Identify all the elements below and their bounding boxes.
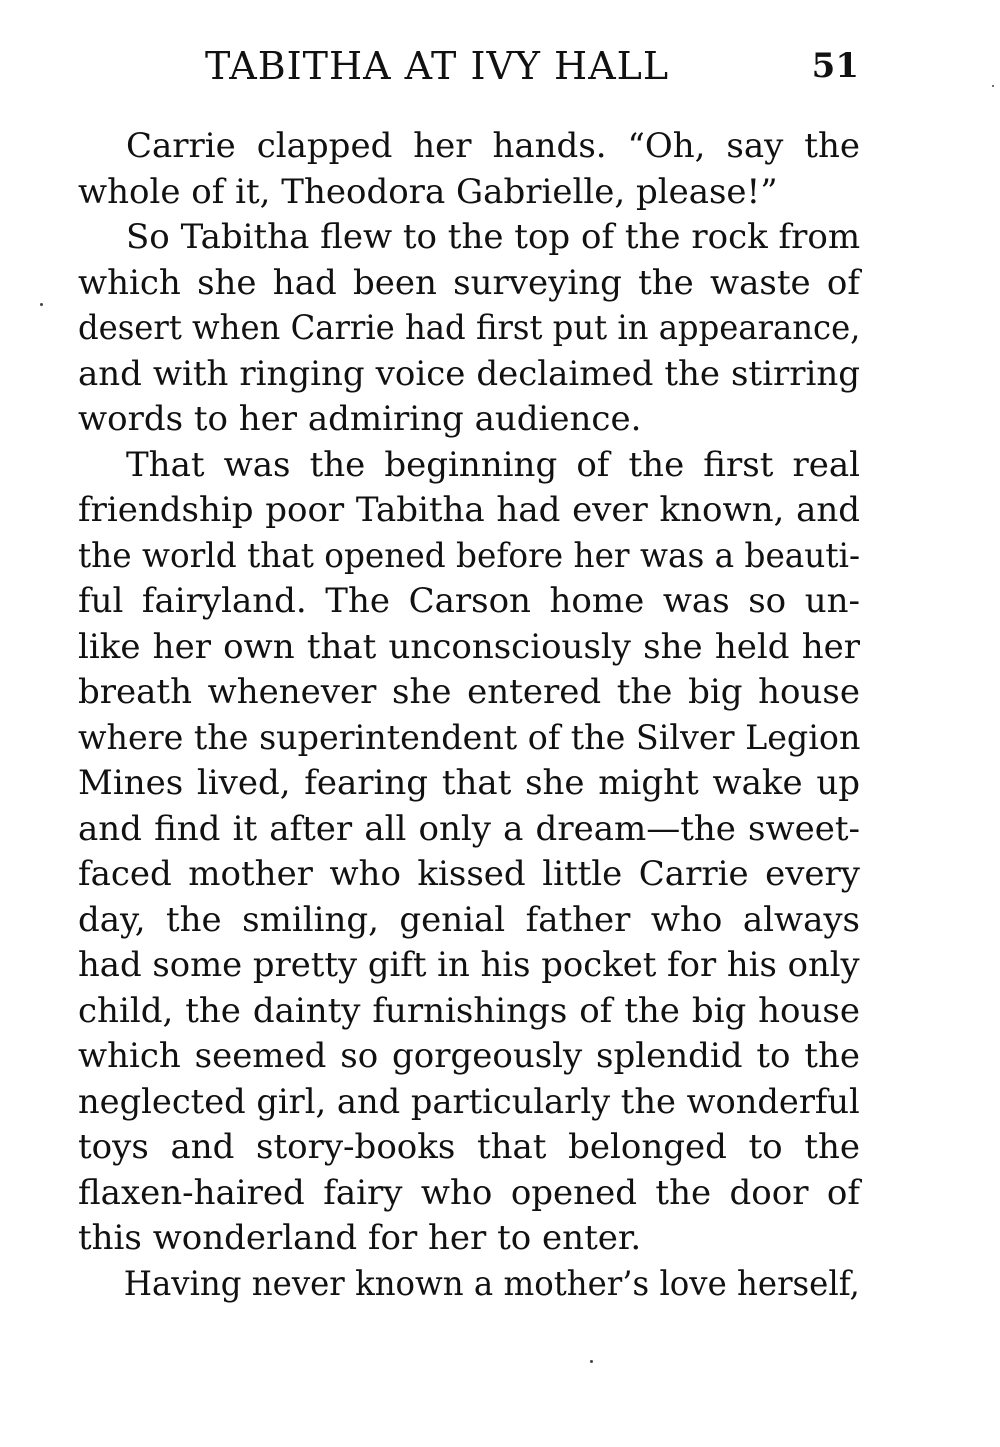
text-line: faced mother who kissed little Carrie every <box>78 854 860 894</box>
text-line: Mines lived, fearing that she might wake up <box>78 763 860 803</box>
text-line: breath whenever she entered the big house <box>78 672 860 712</box>
text-line: Having never known a mother’s love herself, <box>123 1263 860 1304</box>
text-line: child, the dainty furnishings of the big house <box>78 990 860 1031</box>
text-line: this wonderland for her to enter. <box>78 1218 642 1258</box>
print-speck <box>590 1360 593 1363</box>
text-line: neglected girl, and particularly the wonderful <box>78 1081 860 1122</box>
text-line: toys and story-books that belonged to the <box>78 1127 860 1167</box>
running-title: TABITHA AT IVY HALL <box>205 44 670 88</box>
text-line: which she had been surveying the waste of <box>78 262 860 303</box>
page-number: 51 <box>811 46 859 86</box>
text-line: So Tabitha flew to the top of the rock from <box>126 217 861 257</box>
text-line: the world that opened before her was a beauti- <box>78 535 861 576</box>
text-line: desert when Carrie had first put in appearance, <box>78 308 861 348</box>
page-header <box>205 40 865 92</box>
text-line: friendship poor Tabitha had ever known, and <box>78 490 860 530</box>
text-line: which seemed so gorgeously splendid to the <box>78 1036 860 1076</box>
print-speck <box>992 85 994 87</box>
print-speck <box>40 303 43 306</box>
text-line: ful fairyland. The Carson home was so un- <box>78 581 860 621</box>
text-line: and find it after all only a dream—the sweet- <box>78 808 860 849</box>
text-line: day, the smiling, genial father who always <box>78 899 860 940</box>
text-line: flaxen-haired fairy who opened the door of <box>78 1172 860 1213</box>
body-text <box>78 124 860 1307</box>
text-line: where the superintendent of the Silver Legion <box>78 717 861 758</box>
text-line: words to her admiring audience. <box>78 399 642 439</box>
text-line: That was the beginning of the first real <box>126 444 860 485</box>
text-line: like her own that unconsciously she held her <box>78 626 860 667</box>
text-line: whole of it, Theodora Gabrielle, please!” <box>78 171 778 212</box>
text-line: and with ringing voice declaimed the stirring <box>78 353 860 394</box>
text-line: had some pretty gift in his pocket for his only <box>78 945 860 985</box>
text-line: Carrie clapped her hands. “Oh, say the <box>126 126 860 166</box>
